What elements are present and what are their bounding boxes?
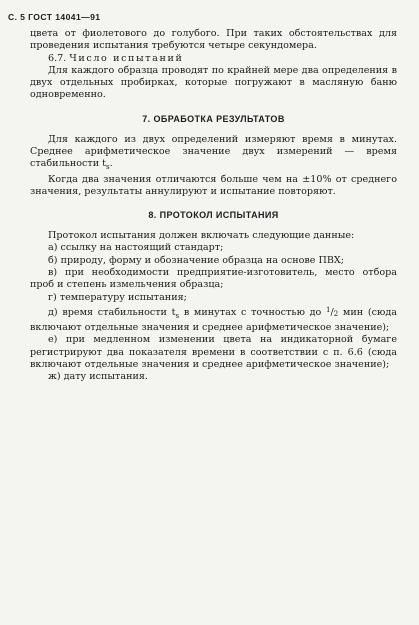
subsection-title: Число испытаний xyxy=(69,52,184,64)
list-item: б) природу, форму и обозначение образца на основе ПВХ; xyxy=(48,254,344,266)
text-part: . xyxy=(109,158,113,170)
list-item-d: д) время стабильности $t_s$ в минутах с точностью до $^1$/2 мин (сюда включают отдельные значения и среднее арифметическое значение); xyxy=(30,305,397,334)
page-header: С. 5 ГОСТ 14041—91 xyxy=(8,12,101,22)
list-item: ж) дату испытания. xyxy=(48,371,148,383)
subscript: s xyxy=(175,311,180,320)
section-7-paragraph-2: Когда два значения отличаются больше чем на ±10% от среднего значения, результаты аннулируют и испытание повторяют. xyxy=(30,173,397,197)
text-part: в минутах с точностью до xyxy=(179,306,327,318)
fraction-denominator: 2 xyxy=(333,309,339,318)
subscript: s xyxy=(106,163,110,172)
section-8-title: 8. ПРОТОКОЛ ИСПЫТАНИЯ xyxy=(148,210,279,221)
list-item: в) при необходимости предприятие-изготовитель, место отбора проб и степень измельчения образца; xyxy=(30,267,397,291)
subsection-6-7-text: Для каждого образца проводят по крайней мере два определения в двух отдельных пробирках, которые погружают в масляную баню одновременно. xyxy=(30,64,397,101)
subsection-number: 6.7. xyxy=(48,52,67,64)
text-part: д) время стабильности t xyxy=(48,306,176,318)
list-item: г) температуру испытания; xyxy=(48,291,187,303)
subsection-6-7-heading xyxy=(30,53,397,65)
section-7-paragraph-1 xyxy=(30,134,397,174)
section-8-lead: Протокол испытания должен включать следующие данные: xyxy=(48,230,355,242)
section-7-title: 7. ОБРАБОТКА РЕЗУЛЬТАТОВ xyxy=(142,113,285,124)
fraction-numerator: 1 xyxy=(326,305,331,314)
text-part: мин (сюда включают отдельные значения и среднее арифметическое значение); xyxy=(30,306,397,334)
list-item: е) при медленном изменении цвета на индикаторной бумаге регистрируют два показателя времени в соответствии с п. 6.6 (сюда включают отдельные значения и среднее арифметическое значение); xyxy=(30,334,397,371)
intro-paragraph: цвета от фиолетового до голубого. При таких обстоятельствах для проведения испытания требуются четыре секундомера. xyxy=(30,28,397,52)
text-part: Для каждого из двух определений измеряют время в минутах. Среднее арифметическое значение двух измерений — время стабильности t xyxy=(30,133,397,170)
list-item: а) ссылку на настоящий стандарт; xyxy=(48,242,224,254)
